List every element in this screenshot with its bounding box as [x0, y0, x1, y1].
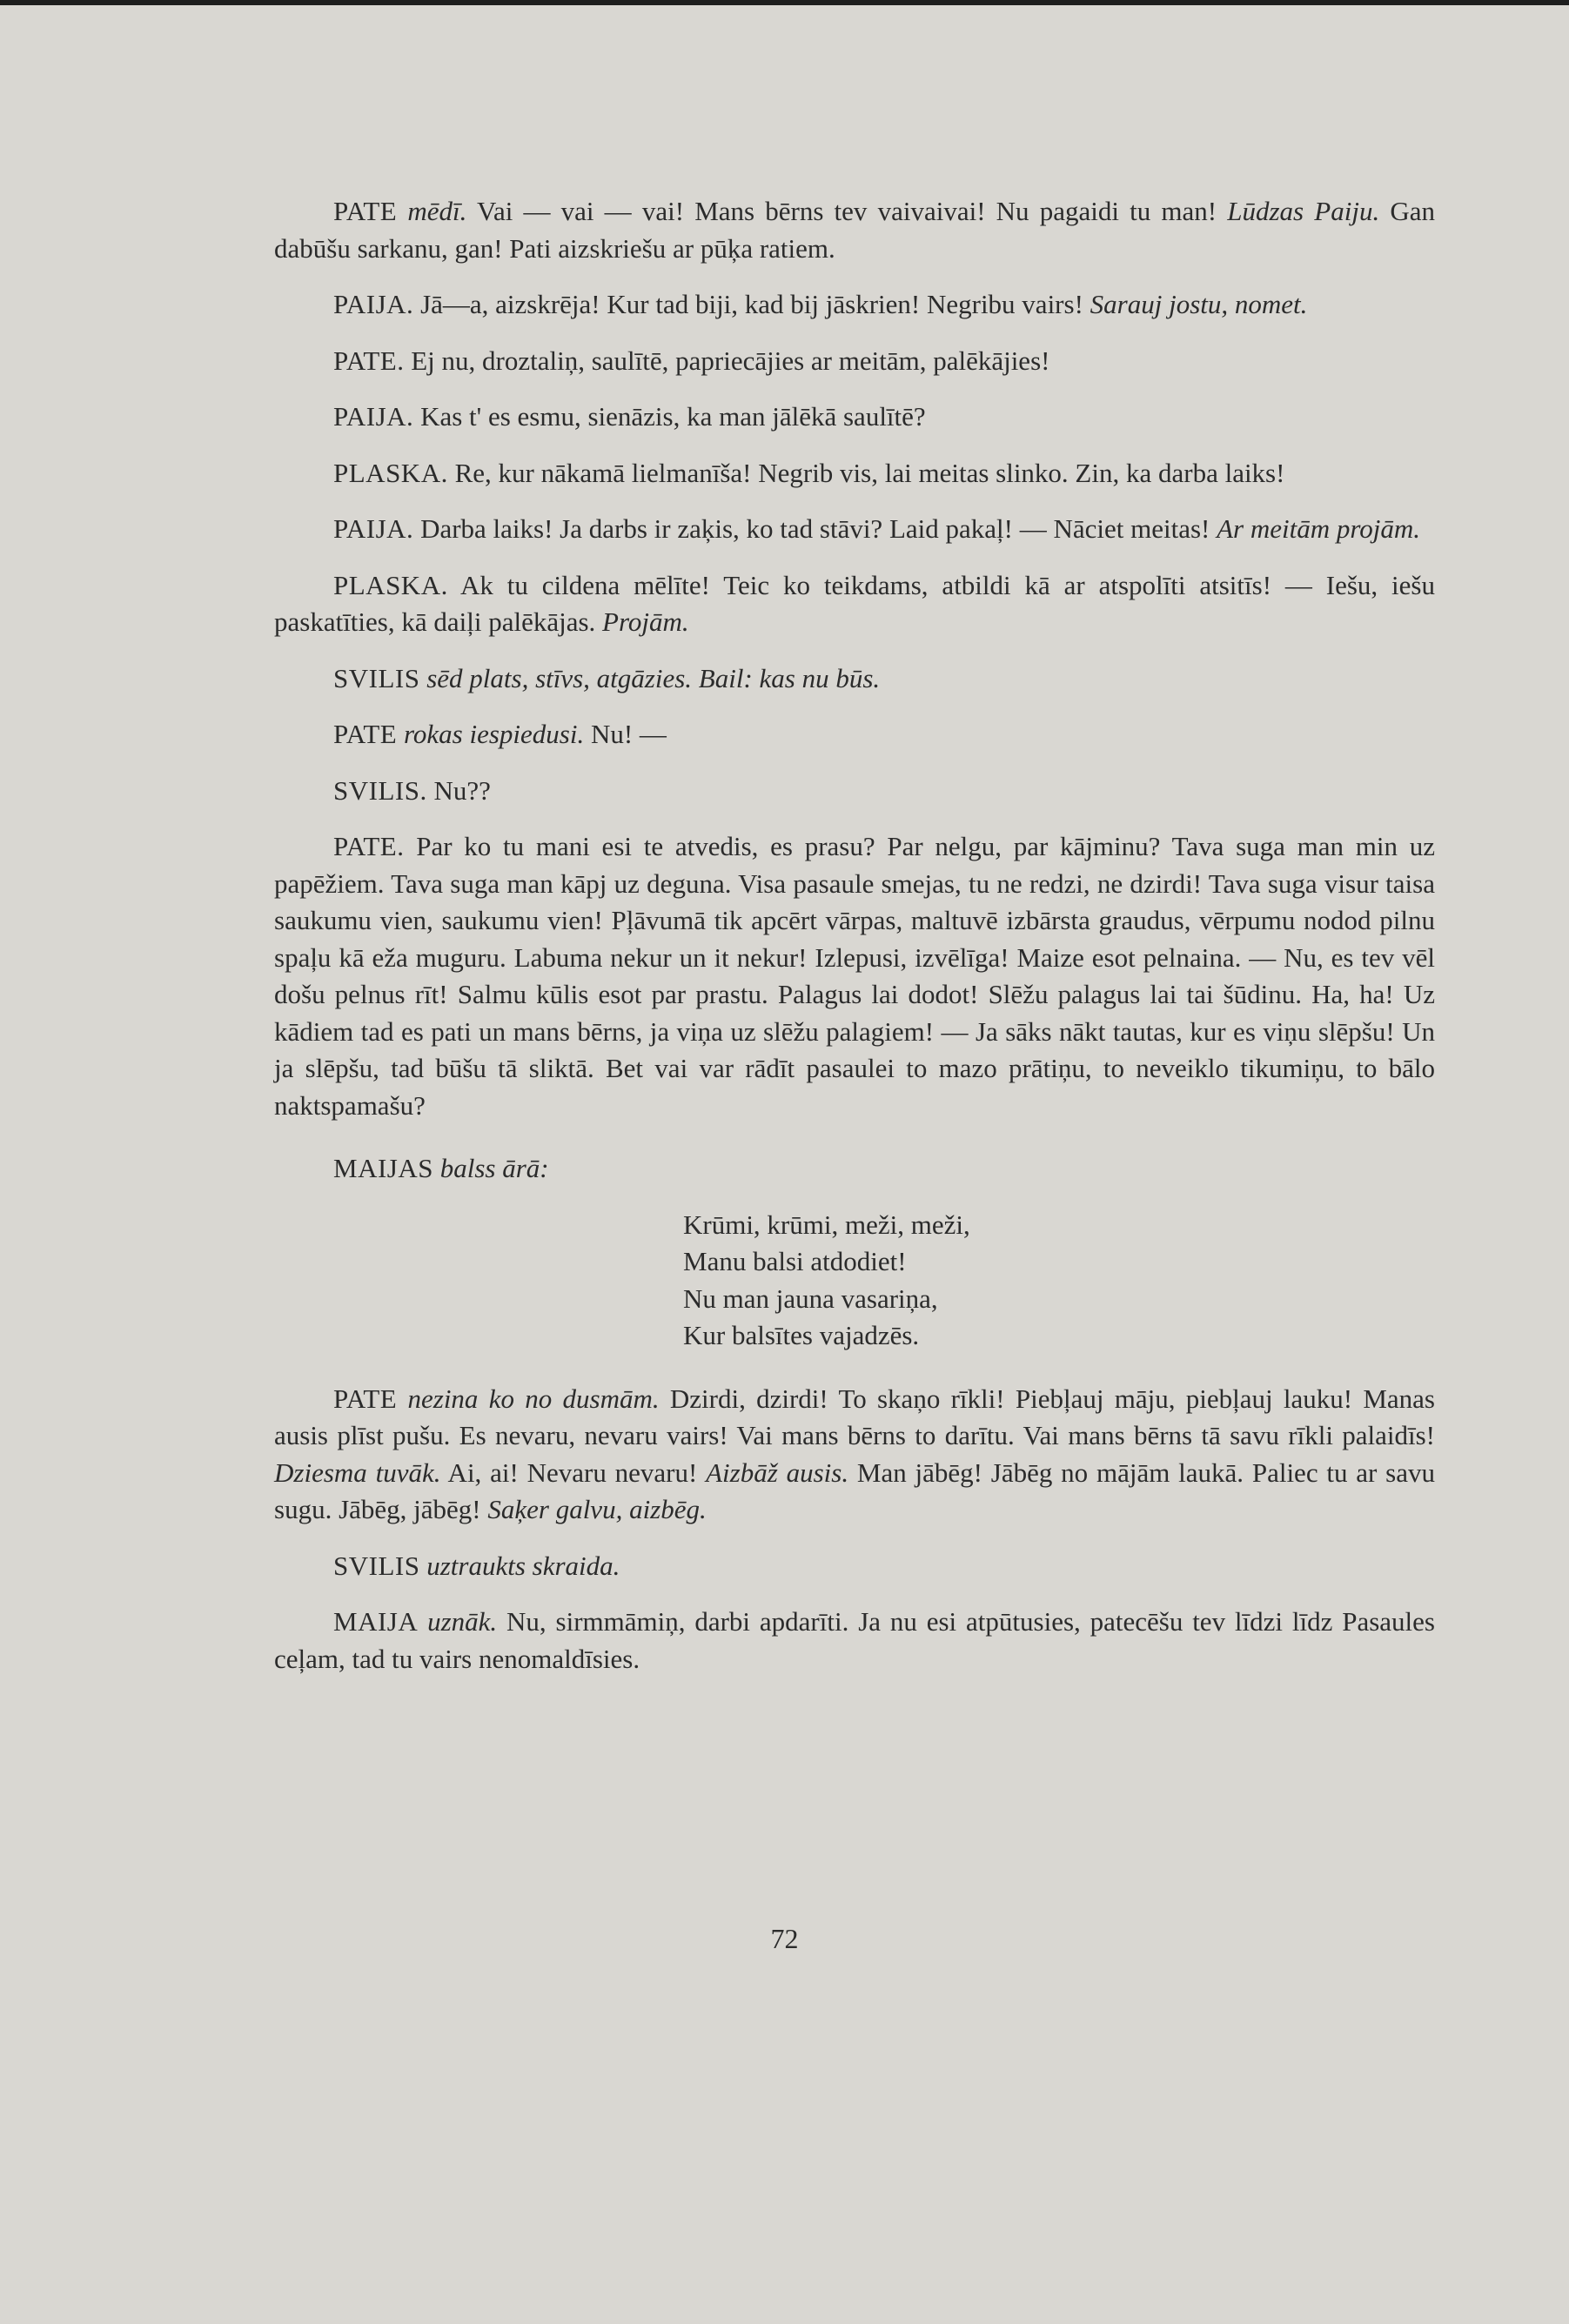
paragraph-9: PATE rokas iespiedusi. Nu! —	[333, 719, 667, 749]
paragraph-6: PAIJA. Darba laiks! Ja darbs ir zaķis, ko tad stāvi? Laid pakaļ! — Nāciet meitas! Ar meitām projām.	[333, 513, 1421, 544]
paragraph-10: SVILIS. Nu??	[333, 774, 491, 806]
scan-top-edge	[0, 0, 1569, 5]
paragraph-2: PAIJA. Jā—a, aizskrēja! Kur tad biji, kad bij jāskrien! Negribu vairs! Sarauj jostu, nomet.	[333, 289, 1308, 319]
paragraph-7: PLASKA. Ak tu cildena mēlīte! Teic ko teikdams, atbildi kā ar atspolīti atsitīs! — Iešu, iešu paskatīties, kā daiļi palēkājas. Projām.	[274, 569, 1435, 637]
paragraph-5: PLASKA. Re, kur nākamā lielmanīša! Negrib vis, lai meitas slinko. Zin, ka darba laiks!	[333, 457, 1285, 488]
paragraph-12: PATE nezina ko no dusmām. Dzirdi, dzirdi! To skaņo rīkli! Piebļauj māju, piebļauj lauku! Manas ausis plīst pušu. Es nevaru, nevaru vairs! Vai mans bērns to darītu. Vai mans bērns tā savu rīkli palaidīs! Dziesma tuvāk. Ai, ai! Nevaru nevaru! Aizbāž ausis. Man jābēg! Jābēg no mājām laukā. Paliec tu ar savu sugu. Jābēg, jābēg! Saķer galvu, aizbēg.	[274, 1383, 1436, 1524]
verse-line: Kur balsītes vajadzēs.	[683, 1320, 920, 1350]
paragraph-1: PATE mēdī. Vai — vai — vai! Mans bērns tev vaivaivai! Nu pagaidi tu man! Lūdzas Paiju. Gan dabūšu sarkanu, gan! Pati aizskriešu ar pūķa ratiem.	[274, 196, 1436, 264]
paragraph-11: PATE. Par ko tu mani esi te atvedis, es prasu? Par nelgu, par kājminu? Tava suga man min uz papēžiem. Tava suga man kāpj uz deguna. Visa pasaule smejas, tu ne redzi, ne dzirdi! Tava suga visur taisa saukumu vien, saukumu vien! Pļāvumā tik apcērt vārpas, maltuvē izbārsta graudus, vērpumu nodod pilnu spaļu kā eža muguru. Labuma nekur un it nekur! Izlepusi, izvēlīga! Maize esot pelnaina. — Nu, es tev vēl došu pelnus rīt! Salmu kūlis esot par prastu. Palagus lai dodot! Slēžu palagus lai tai šūdinu. Ha, ha! Uz kādiem tad es pati un mans bērns, ja viņa uz slēžu palagiem! — Ja sāks nākt tautas, kur es viņu slēpšu! Un ja slēpšu, tad būšu tā sliktā. Bet vai var rādīt pasaulei to mazo prātiņu, to neveiklo tikumiņu, to bālo naktspamašu?	[274, 831, 1435, 1121]
page-number: 72	[770, 1923, 799, 1954]
paragraph-13: SVILIS uztraukts skraida.	[333, 1550, 620, 1581]
paragraph-3: PATE. Ej nu, droztaliņ, saulītē, papriecājies ar meitām, palēkājies!	[333, 345, 1050, 376]
maija-voice-line: MAIJAS balss ārā:	[333, 1153, 549, 1183]
verse-line: Manu balsi atdodiet!	[683, 1246, 907, 1276]
verse-line: Krūmi, krūmi, meži, meži,	[683, 1209, 970, 1240]
page-body	[274, 193, 1435, 1697]
song-verse	[683, 1207, 1435, 1355]
paragraph-4: PAIJA. Kas t' es esmu, sienāzis, ka man jālēkā saulītē?	[333, 401, 926, 432]
paragraph-14: MAIJA uznāk. Nu, sirmmāmiņ, darbi apdarīti. Ja nu esi atpūtusies, patecēšu tev līdzi līdz Pasaules ceļam, tad tu vairs nenomaldīsies.	[274, 1606, 1435, 1674]
paragraph-8: SVILIS sēd plats, stīvs, atgāzies. Bail: kas nu būs.	[333, 662, 881, 693]
verse-line: Nu man jauna vasariņa,	[683, 1283, 938, 1314]
